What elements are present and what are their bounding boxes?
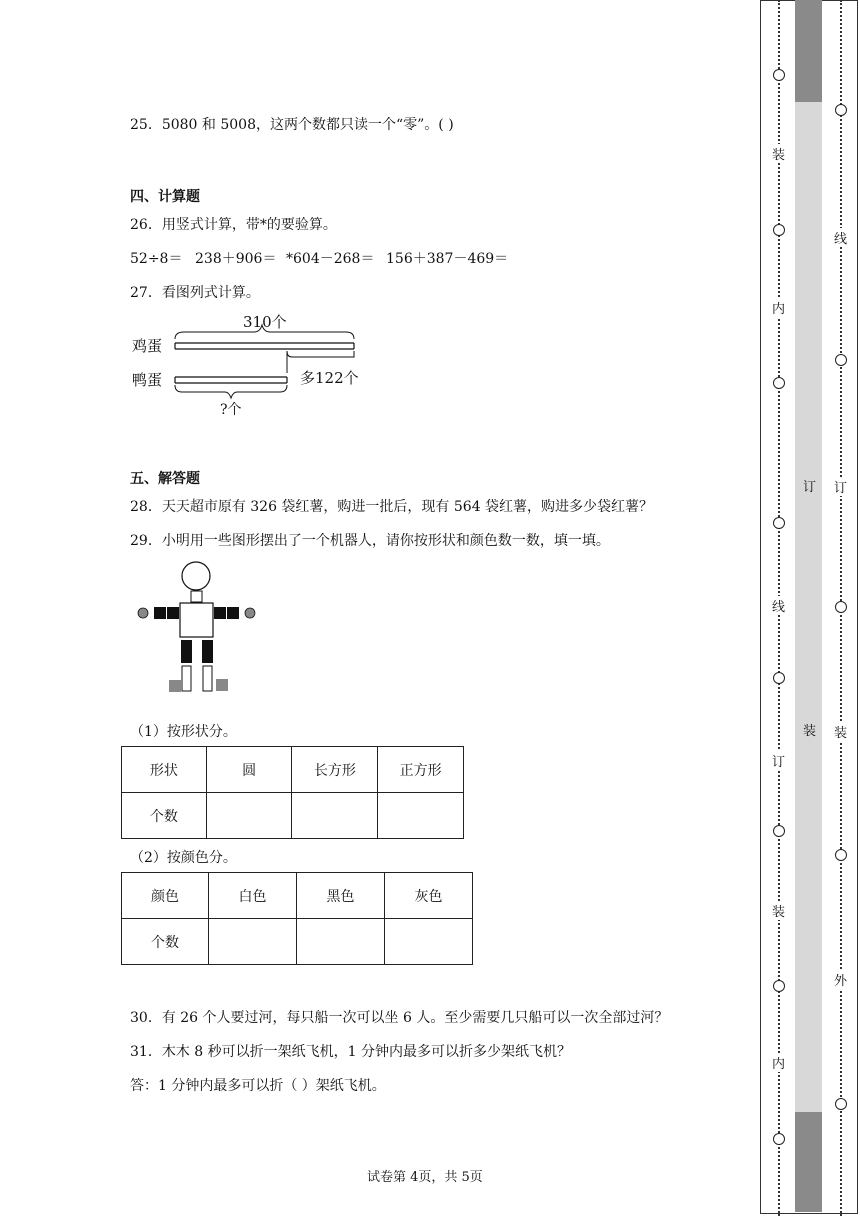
- binding-bar-middle: [795, 102, 822, 1112]
- question-30: 30．有 26 个人要过河，每只船一次可以坐 6 人。至少需要几只船可以一次全部过河？: [130, 1010, 669, 1026]
- binding-circle: [773, 980, 785, 992]
- table1-header-rectangle: 长方形: [292, 747, 378, 793]
- binding-label-inner-2: 内: [772, 298, 785, 317]
- question-28: 28．天天超市原有 326 袋红薯，购进一批后，现有 564 袋红薯，购进多少袋红薯？: [130, 499, 654, 515]
- calc-item-2: 238＋906＝: [195, 251, 277, 267]
- binding-label-outer-4: 外: [834, 970, 847, 989]
- table2-header-color: 颜色: [122, 873, 209, 919]
- question-29-part-2: （2）按颜色分。: [130, 850, 237, 866]
- section-title-calculation: 四、计算题: [130, 189, 200, 205]
- binding-label-mid-2: 装: [803, 724, 817, 739]
- table1-header-circle: 圆: [206, 747, 292, 793]
- binding-label-outer-1: 线: [834, 228, 847, 247]
- question-26: 26．用竖式计算，带*的要验算。: [130, 217, 337, 233]
- table2-cell-white[interactable]: [209, 919, 297, 965]
- unknown-label: ?个: [220, 402, 242, 418]
- binding-circle: [773, 825, 785, 837]
- binding-circle: [835, 354, 847, 366]
- table2-header-white: 白色: [209, 873, 297, 919]
- table1-header-shape: 形状: [122, 747, 207, 793]
- table1-row-label-count: 个数: [122, 793, 207, 839]
- binding-circle: [835, 601, 847, 613]
- binding-bar-bottom: [795, 1112, 822, 1212]
- table2-header-gray: 灰色: [384, 873, 472, 919]
- page-footer: 试卷第 4页，共 5页: [367, 1170, 483, 1185]
- question-29-part-1: （1）按形状分。: [130, 724, 237, 740]
- color-count-table: [121, 872, 473, 965]
- table1-cell-circle[interactable]: [206, 793, 292, 839]
- calc-item-4: 156＋387－469＝: [386, 251, 509, 267]
- table2-row-label-count: 个数: [122, 919, 209, 965]
- diagram-lines: [122, 305, 372, 420]
- shape-count-table: [121, 746, 464, 839]
- table2-header-black: 黑色: [296, 873, 384, 919]
- binding-circle: [773, 69, 785, 81]
- binding-circle: [773, 1133, 785, 1145]
- table1-cell-rectangle[interactable]: [292, 793, 378, 839]
- total-label: 310个: [243, 313, 287, 331]
- binding-circle: [773, 224, 785, 236]
- question-31: 31．木木 8 秒可以折一架纸飞机，1 分钟内最多可以折多少架纸飞机？: [130, 1044, 571, 1060]
- duck-egg-label: 鸭蛋: [132, 371, 163, 389]
- chicken-egg-label: 鸡蛋: [132, 337, 163, 355]
- binding-label-inner-4: 订: [772, 751, 785, 770]
- binding-label-inner-3: 线: [772, 596, 785, 615]
- binding-label-inner-6: 内: [772, 1053, 785, 1072]
- question-27: 27．看图列式计算。: [130, 285, 260, 301]
- question-29: 29．小明用一些图形摆出了一个机器人，请你按形状和颜色数一数，填一填。: [130, 533, 610, 549]
- calc-item-3: *604－268＝: [286, 251, 375, 267]
- question-31-answer: 答：1 分钟内最多可以折（ ）架纸飞机。: [130, 1078, 386, 1094]
- table1-header-square: 正方形: [378, 747, 464, 793]
- question-25: 25．5080 和 5008，这两个数都只读一个“零”。( ): [130, 117, 454, 133]
- egg-comparison-diagram: [122, 305, 372, 420]
- binding-label-outer-2: 订: [834, 477, 847, 496]
- binding-label-mid-1: 订: [803, 480, 817, 495]
- binding-circle: [773, 517, 785, 529]
- section-title-word-problems: 五、解答题: [130, 471, 200, 487]
- binding-circle: [835, 104, 847, 116]
- binding-circle: [773, 672, 785, 684]
- binding-circle: [835, 849, 847, 861]
- binding-label-outer-3: 装: [834, 722, 847, 741]
- calc-item-1: 52÷8＝: [130, 251, 183, 267]
- table2-cell-black[interactable]: [296, 919, 384, 965]
- binding-label-inner-5: 装: [772, 901, 785, 920]
- binding-circle: [835, 1098, 847, 1110]
- robot-figure: [132, 560, 267, 698]
- difference-label: 多122个: [300, 369, 359, 387]
- binding-label-inner-1: 装: [772, 144, 785, 163]
- table2-cell-gray[interactable]: [384, 919, 472, 965]
- binding-circle: [773, 377, 785, 389]
- table1-cell-square[interactable]: [378, 793, 464, 839]
- binding-bar-top: [795, 0, 822, 102]
